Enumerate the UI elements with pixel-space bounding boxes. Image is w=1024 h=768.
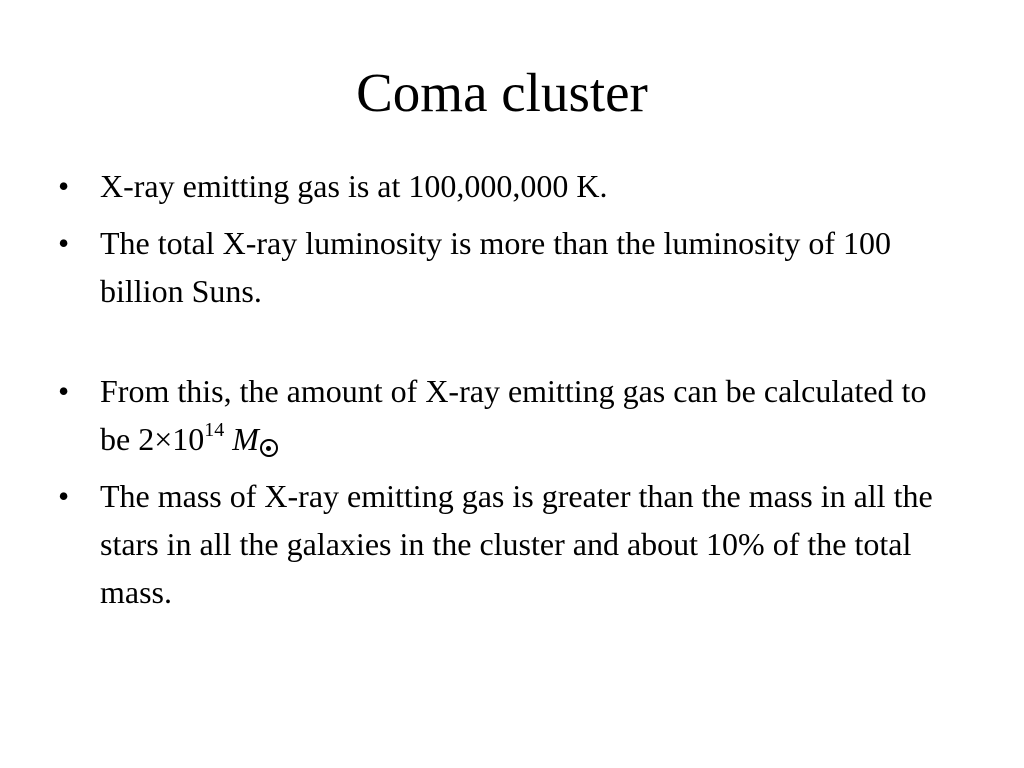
- exponent: 14: [204, 419, 225, 441]
- slide-title: Coma cluster: [356, 62, 648, 123]
- bullet-item-gas-mass-estimate: [58, 367, 958, 463]
- bullet-item-luminosity: [58, 219, 958, 315]
- bullet-text-main: From this, the amount of X-ray emitting gas can be calculated to be 2×10: [100, 373, 927, 457]
- bullet-item-gas-mass-comparison: [58, 472, 958, 616]
- bullet-text: X-ray emitting gas is at 100,000,000 K.: [100, 168, 608, 204]
- bullet-list: [58, 162, 958, 625]
- bullet-text: [100, 373, 926, 457]
- bullet-text: The total X-ray luminosity is more than the luminosity of 100 billion Suns.: [100, 225, 891, 309]
- bullet-marker: •: [58, 168, 70, 204]
- bullet-marker: •: [58, 225, 70, 261]
- sun-symbol-icon: [260, 439, 278, 457]
- bullet-marker: •: [58, 478, 70, 514]
- bullet-item-gas-temperature: [58, 162, 958, 210]
- bullet-text: The mass of X-ray emitting gas is greater than the mass in all the stars in all the galaxies in the cluster and about 10% of the total mass.: [100, 478, 933, 610]
- bullet-marker: •: [58, 373, 70, 409]
- solar-mass-symbol: M: [232, 421, 259, 457]
